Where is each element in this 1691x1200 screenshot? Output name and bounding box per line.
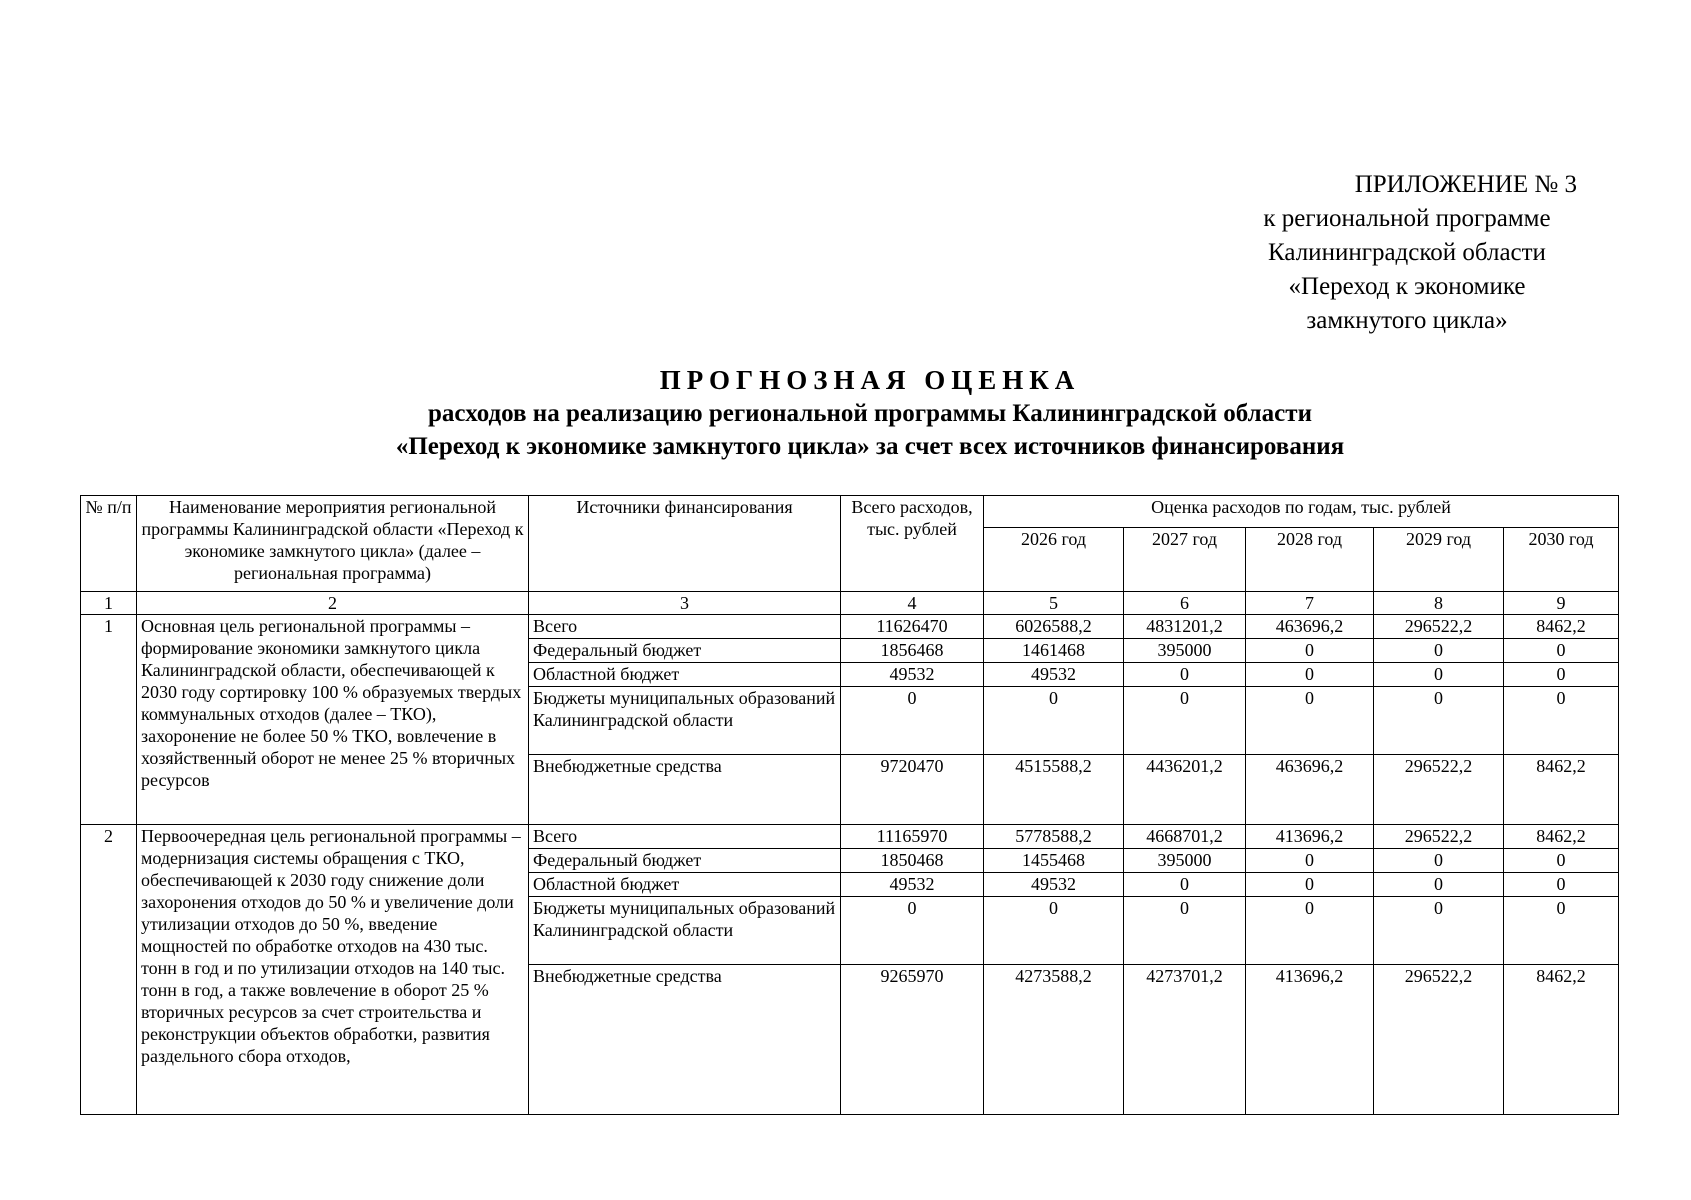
year-value: 0 [984,687,1124,755]
appendix-line: Калининградской области [1268,239,1546,266]
funding-source: Всего [529,825,841,849]
total-value: 9265970 [841,965,984,1115]
year-value: 0 [1124,873,1246,897]
column-number: 3 [529,592,841,615]
header-year: 2027 год [1124,528,1246,592]
year-value: 0 [1124,663,1246,687]
year-value: 0 [1504,687,1619,755]
total-value: 11626470 [841,615,984,639]
expense-table [80,495,1619,1115]
header-year: 2028 год [1246,528,1374,592]
header-num: № п/п [81,496,137,592]
table-row [81,825,1619,849]
header-name: Наименование мероприятия региональной программы Калининградской области «Переход к экономике замкнутого цикла» (далее – региональная программа) [137,496,529,592]
year-value: 49532 [984,663,1124,687]
year-value: 0 [1504,873,1619,897]
year-value: 0 [1246,897,1374,965]
appendix-line: «Переход к экономике [1288,273,1526,300]
year-value: 0 [1124,687,1246,755]
funding-source: Областной бюджет [529,873,841,897]
year-value: 0 [1246,849,1374,873]
year-value: 395000 [1124,639,1246,663]
appendix-line: к региональной программе [1263,205,1551,232]
year-value: 8462,2 [1504,615,1619,639]
total-value: 1850468 [841,849,984,873]
year-value: 8462,2 [1504,965,1619,1115]
year-value: 8462,2 [1504,755,1619,825]
year-value: 463696,2 [1246,615,1374,639]
year-value: 0 [1504,663,1619,687]
funding-source: Внебюджетные средства [529,755,841,825]
column-number: 6 [1124,592,1246,615]
year-value: 4515588,2 [984,755,1124,825]
document-title: ПРОГНОЗНАЯ ОЦЕНКА [659,365,1081,395]
year-value: 413696,2 [1246,825,1374,849]
total-value: 1856468 [841,639,984,663]
year-value: 4273588,2 [984,965,1124,1115]
header-total: Всего расходов, тыс. рублей [841,496,984,592]
funding-source: Бюджеты муниципальных образований Калининградской области [529,897,841,965]
year-value: 0 [1124,897,1246,965]
year-value: 0 [1374,873,1504,897]
total-value: 49532 [841,873,984,897]
year-value: 0 [1374,897,1504,965]
year-value: 1455468 [984,849,1124,873]
year-value: 413696,2 [1246,965,1374,1115]
header-years-group: Оценка расходов по годам, тыс. рублей [984,496,1619,528]
year-value: 4436201,2 [1124,755,1246,825]
year-value: 296522,2 [1374,965,1504,1115]
year-value: 0 [1374,849,1504,873]
total-value: 49532 [841,663,984,687]
appendix-line: замкнутого цикла» [1306,307,1508,334]
appendix-number: ПРИЛОЖЕНИЕ № 3 [1354,171,1577,198]
funding-source: Федеральный бюджет [529,639,841,663]
year-value: 0 [984,897,1124,965]
year-value: 6026588,2 [984,615,1124,639]
column-number: 9 [1504,592,1619,615]
row-number: 2 [81,825,137,1115]
column-number: 8 [1374,592,1504,615]
funding-source: Бюджеты муниципальных образований Калининградской области [529,687,841,755]
header-year: 2029 год [1374,528,1504,592]
year-value: 0 [1374,639,1504,663]
header-year: 2026 год [984,528,1124,592]
year-value: 4273701,2 [1124,965,1246,1115]
row-number: 1 [81,615,137,825]
year-value: 296522,2 [1374,755,1504,825]
year-value: 0 [1504,897,1619,965]
year-value: 0 [1246,873,1374,897]
year-value: 0 [1246,639,1374,663]
year-value: 1461468 [984,639,1124,663]
header-year: 2030 год [1504,528,1619,592]
funding-source: Областной бюджет [529,663,841,687]
column-number: 1 [81,592,137,615]
table-row [81,615,1619,639]
year-value: 49532 [984,873,1124,897]
column-number: 5 [984,592,1124,615]
year-value: 0 [1374,663,1504,687]
activity-name: Основная цель региональной программы – формирование экономики замкнутого цикла Калининградской области, обеспечивающей к 2030 году сортировку 100 % образуемых твердых коммунальных отходов (далее – ТКО), захоронение не более 50 % ТКО, вовлечение в хозяйственный оборот не менее 25 % вторичных ресурсов [137,615,529,825]
column-number: 2 [137,592,529,615]
total-value: 9720470 [841,755,984,825]
year-value: 0 [1504,849,1619,873]
document-subtitle: «Переход к экономике замкнутого цикла» за счет всех источников финансирования [395,433,1345,460]
activity-name: Первоочередная цель региональной программы – модернизация системы обращения с ТКО, обеспечивающей к 2030 году снижение доли захоронения отходов до 50 % и увеличение доли утилизации отходов до 50 %, введение мощностей по обработке отходов на 430 тыс. тонн в год и по утилизации отходов на 140 тыс. тонн в год, а также вовлечение в оборот 25 % вторичных ресурсов за счет строительства и реконструкции объектов обработки, развития раздельного сбора отходов, [137,825,529,1115]
year-value: 296522,2 [1374,615,1504,639]
document-heading [60,363,1680,463]
funding-source: Всего [529,615,841,639]
year-value: 395000 [1124,849,1246,873]
year-value: 0 [1246,663,1374,687]
year-value: 0 [1374,687,1504,755]
column-number: 7 [1246,592,1374,615]
total-value: 0 [841,897,984,965]
appendix-block [1197,168,1617,338]
column-number: 4 [841,592,984,615]
document-subtitle: расходов на реализацию региональной программы Калининградской области [428,400,1312,427]
year-value: 4668701,2 [1124,825,1246,849]
year-value: 0 [1504,639,1619,663]
total-value: 0 [841,687,984,755]
year-value: 463696,2 [1246,755,1374,825]
year-value: 0 [1246,687,1374,755]
header-sources: Источники финансирования [529,496,841,592]
funding-source: Внебюджетные средства [529,965,841,1115]
year-value: 5778588,2 [984,825,1124,849]
year-value: 296522,2 [1374,825,1504,849]
year-value: 8462,2 [1504,825,1619,849]
total-value: 11165970 [841,825,984,849]
year-value: 4831201,2 [1124,615,1246,639]
funding-source: Федеральный бюджет [529,849,841,873]
